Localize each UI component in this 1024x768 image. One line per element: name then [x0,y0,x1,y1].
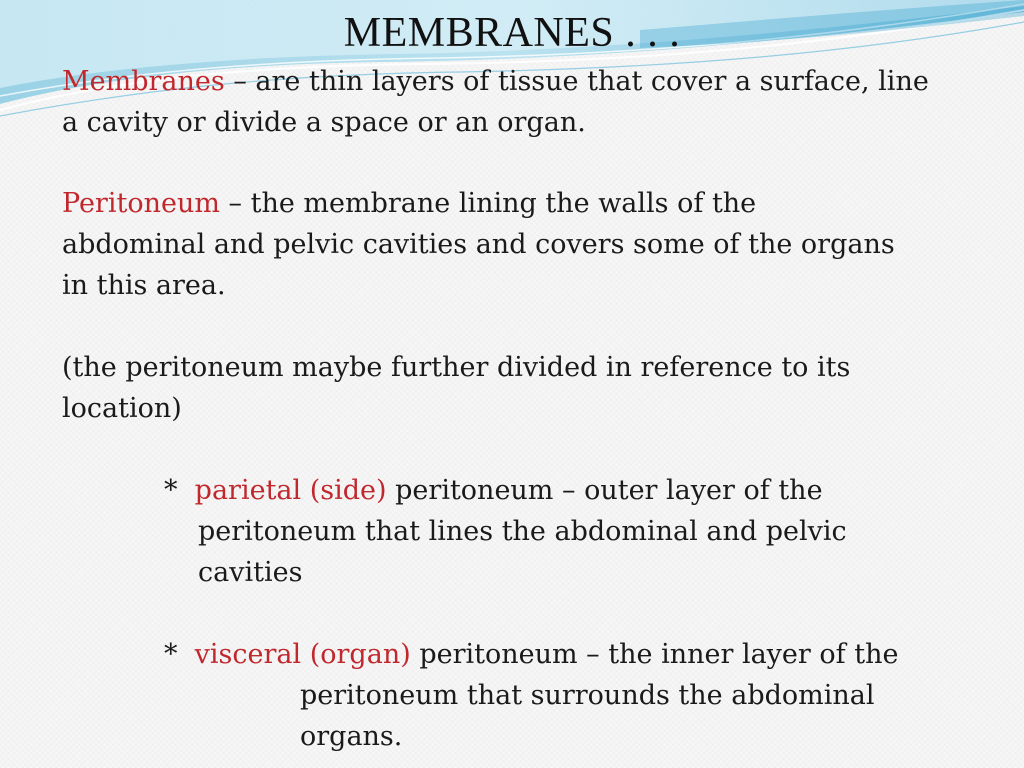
bullet-marker: * [164,639,178,670]
peritoneum-definition [62,183,895,306]
membranes-definition-line2: a cavity or divide a space or an organ. [62,107,586,138]
visceral-line2: peritoneum that surrounds the abdominal [300,680,875,711]
peritoneum-definition-line2: abdominal and pelvic cavities and covers some of the organs [62,229,895,260]
parietal-term: parietal (side) [194,475,387,506]
peritoneum-definition-line1: – the membrane lining the walls of the [219,188,757,219]
parietal-line3: cavities [198,557,303,588]
parietal-line2: peritoneum that lines the abdominal and pelvic [198,516,847,547]
peritoneum-note [62,347,850,429]
membranes-definition-line1: – are thin layers of tissue that cover a surface, line [224,66,929,97]
bullet-marker: * [164,475,178,506]
membranes-term: Membranes [62,66,225,97]
visceral-line3: organs. [300,721,403,752]
membranes-definition [62,61,929,143]
visceral-line1: peritoneum – the inner layer of the [410,639,899,670]
bullet-parietal [164,470,847,593]
note-line2: location) [62,393,182,424]
note-line1: (the peritoneum maybe further divided in reference to its [62,352,851,383]
parietal-line1: peritoneum – outer layer of the [386,475,823,506]
slide-title: MEMBRANES . . . [343,10,681,56]
bullet-visceral [164,634,898,757]
peritoneum-term: Peritoneum [62,188,220,219]
visceral-term: visceral (organ) [194,639,411,670]
peritoneum-definition-line3: in this area. [62,270,226,301]
